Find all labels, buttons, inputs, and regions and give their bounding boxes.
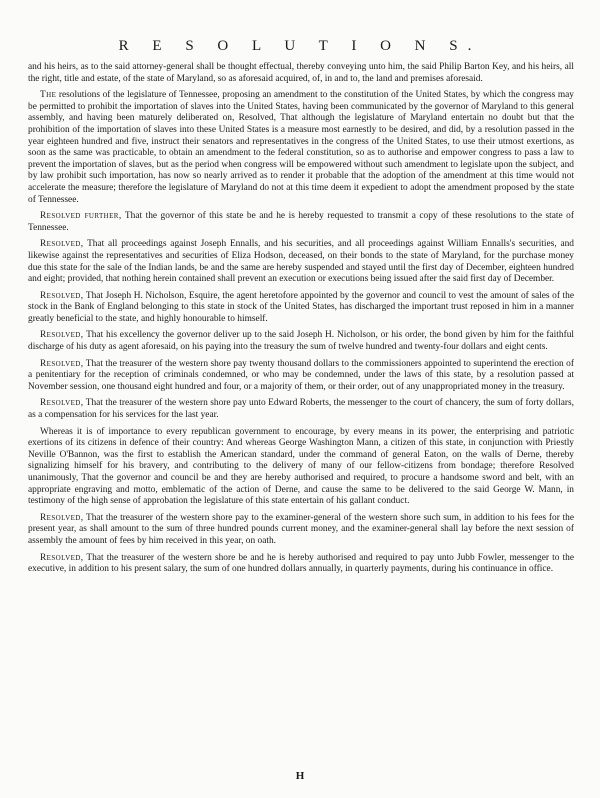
signature-mark: H [295, 770, 305, 782]
paragraph: Resolved, That the treasurer of the western shore pay to the examiner-general of the western shore such sum, in addition to his fees for the present year, as shall amount to the sum of three hundred pounds current money, and the examiner-general shall lay before the next session of assembly the amount of fees by him received in this year, on oath. [28, 512, 574, 546]
paragraph: and his heirs, as to the said attorney-general shall be thought effectual, thereby conveying unto him, the said Philip Barton Key, and his heirs, all the right, title and estate, of the state of Maryland, so as aforesaid acquired, of, in and to, the land and premises aforesaid. [28, 62, 574, 84]
paragraph: Resolved, That the treasurer of the western shore pay unto Edward Roberts, the messenger to the court of chancery, the sum of forty dollars, as a compensation for his services for the last year. [28, 398, 574, 421]
paragraph: Resolved, That all proceedings against Joseph Ennalls, and his securities, and all proceedings against William Ennalls's securities, and likewise against the representatives and securities of Eliza Hodson, deceased, on their bonds to the state of Maryland, for the purchase money due this state for the sale of the Indian lands, be and the same are hereby suspended and stayed until the first day of December, eighteen hundred and eight; provided, that nothing herein contained shall prevent an execution or executions being issued after the said first day of December. [28, 239, 574, 285]
paragraph: Resolved further, That the governor of this state be and he is hereby requested to transmit a copy of these resolutions to the state of Tennessee. [28, 211, 574, 233]
paragraph: The resolutions of the legislature of Tennessee, proposing an amendment to the constitution of the United States, by which the congress may be permitted to prohibit the importation of slaves into the United States, having been communicated by the governor of Maryland to this general assembly, and having been maturely deliberated on, Resolved, That although the legislature of Maryland entertain no doubt but that the prohibition of the importation of slaves into these United States is a measure most earnestly to be desired, and did, by a resolution passed in the year eighteen hundred and five, instruct their senators and representatives in the congress of the United States, to use their utmost exertions, as soon as the same was practicable, to obtain an amendment to the federal constitution, so as to authorise and empower congress to pass a law to prevent the importation of slaves, but as the period when congress will be empowered without such amendment to legislate upon the subject, and by law prohibit such importation, has now so nearly arrived as to render it probable that the adoption of the amendment at this time would not accelerate the measure; therefore the legislature of Maryland do not at this time deem it expedient to adopt the amendment proposed by the state of Tennessee. [28, 90, 574, 205]
paragraph: Whereas it is of importance to every republican government to encourage, by every means in its power, the enterprising and patriotic exertions of its citizens in defence of their country: And whereas George Washington Mann, a citizen of this state, in conjunction with Priestly Neville O'Bannon, was the first to establish the American standard, under the command of general Eaton, on the walls of Derne, thereby signalizing himself for his bravery, and contributing to the delivery of many of our fellow-citizens from bondage; therefore Resolved unanimously, That the governor and council be and they are hereby authorised and required, to procure a handsome sword and belt, with an appropriate engraving and motto, emblematic of the action of Derne, and cause the same to be delivered to the said George W. Mann, in testimony of the high sense of approbation the legislature of this state entertain of his gallant conduct. [28, 426, 574, 507]
resolutions-body [28, 62, 574, 581]
paragraph: Resolved, That the treasurer of the western shore be and he is hereby authorised and required to pay unto Jubb Fowler, messenger to the executive, in addition to his present salary, the sum of one hundred dollars annually, in quarterly payments, during his continuance in office. [28, 552, 574, 575]
paragraph: Resolved, That Joseph H. Nicholson, Esquire, the agent heretofore appointed by the governor and council to vest the amount of sales of the stock in the Bank of England belonging to this state in stock of the United States, has discharged the important trust reposed in him in a manner greatly beneficial to the state, and highly honourable to himself. [28, 290, 574, 324]
page-title: R E S O L U T I O N S. [118, 38, 482, 54]
paragraph: Resolved, That the treasurer of the western shore pay twenty thousand dollars to the commissioners appointed to superintend the erection of a penitentiary for the reception of criminals condemned, or who may be condemned, under the laws of this state, by a resolution passed at November session, one thousand eight hundred and four, or a majority of them, or their order, out of any unappropriated money in the treasury. [28, 358, 574, 392]
paragraph: Resolved, That his excellency the governor deliver up to the said Joseph H. Nicholson, or his order, the bond given by him for the faithful discharge of his duty as agent aforesaid, on his paying into the treasury the sum of twelve hundred and twenty-four dollars and eight cents. [28, 330, 574, 353]
